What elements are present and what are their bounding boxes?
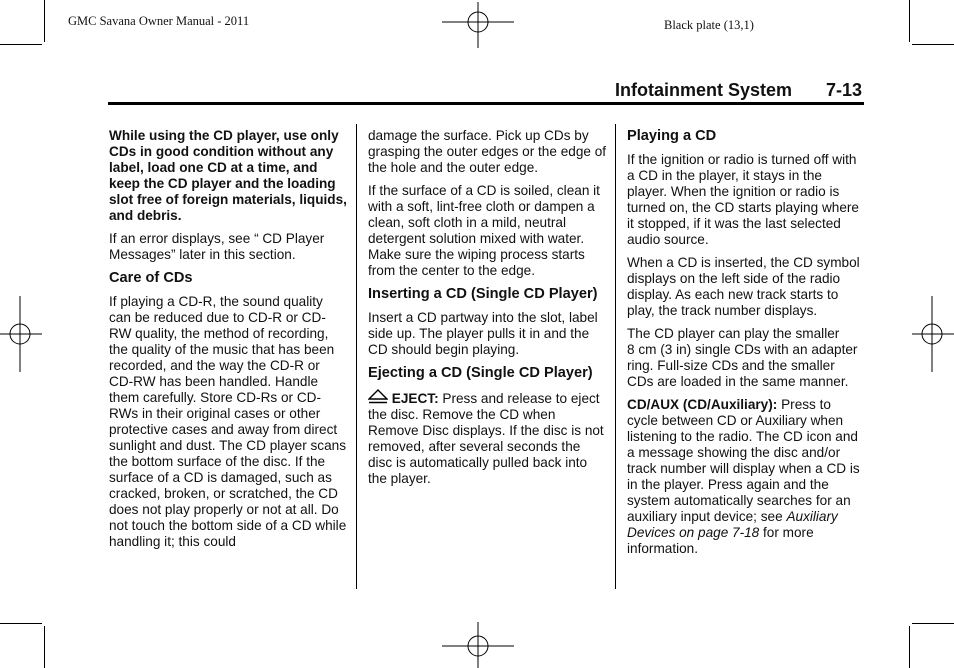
soiled-paragraph: If the surface of a CD is soiled, clean it with a soft, lint-free cloth or dampen a clean, soft cloth in a mild, neutral detergent solution mixed with water. Make sure the wiping process starts from the center to the edge. [368,183,600,278]
insert-paragraph: Insert a CD partway into the slot, label side up. The player pulls it in and the CD should begin playing. [368,310,598,357]
care-paragraph: If playing a CD-R, the sound quality can be reduced due to CD-R or CD-RW quality, the method of recording, the quality of the music that has been recorded, and the way the CD-R or CD-RW has been handled. Handle them carefully. Store CD-Rs or CD-RWs in their original cases or other protective cases and away from direct sunlight and dust. The CD player scans the bottom surface of the disc. If the surface of a CD is damaged, such as cracked, broken, or scratched, the CD does not play properly or not at all. Do not touch the bottom side of a CD while handling it; this could [109,294,347,549]
column-divider [356,124,357,589]
plate-label: Black plate (13,1) [664,18,754,32]
eject-icon [368,389,388,405]
care-heading: Care of CDs [109,270,193,286]
registration-mark-right [912,296,954,372]
column-divider [615,124,616,589]
continued-paragraph: damage the surface. Pick up CDs by grasping the outer edges or the edge of the hole and the outer edge. [368,128,607,175]
smaller-cd-paragraph: The CD player can play the smaller 8 cm (3 in) single CDs with an adapter ring. Full-size CDs and the smaller CDs are loaded in the same manner. [627,326,858,389]
eject-heading: Ejecting a CD (Single CD Player) [368,365,593,381]
ignition-paragraph: If the ignition or radio is turned off with a CD in the player, it stays in the player. When the ignition or radio is turned on, the CD starts playing where it stopped, if it was the last selected audio source. [627,152,859,247]
playing-heading: Playing a CD [627,128,717,144]
column-3 [627,128,863,564]
error-paragraph: If an error displays, see “ CD Player Messages” later in this section. [109,231,325,262]
registration-mark-bottom [442,622,514,668]
cdaux-tail: for more information. [627,525,814,556]
cdaux-text: Press to cycle between CD or Auxiliary when listening to the radio. The CD icon and a message showing the disc and/or track number will display when a CD is in the player. Press again and the system automatically searches for an auxiliary input device; see [627,397,860,524]
registration-mark-left [0,296,42,372]
eject-paragraph [368,389,608,487]
insert-heading: Inserting a CD (Single CD Player) [368,286,598,302]
header-rule [108,102,864,105]
cdaux-label: CD/AUX (CD/Auxiliary): [627,397,778,412]
eject-label: EJECT: [391,391,439,406]
manual-title: GMC Savana Owner Manual - 2011 [68,14,250,28]
section-title: Infotainment System [615,80,793,100]
column-2 [368,128,608,494]
eject-text: Press and release to eject the disc. Remove the CD when Remove Disc displays. If the disc is not removed, after several seconds the disc is automatically pulled back into the player. [368,391,604,486]
warning-text: While using the CD player, use only CDs in good condition without any label, load one CD at a time, and keep the CD player and the loading slot free of foreign materials, liquids, and debris. [109,128,347,223]
inserted-paragraph: When a CD is inserted, the CD symbol displays on the left side of the radio display. As each new track starts to play, the track number displays. [627,255,860,318]
page-number: 7-13 [826,80,863,100]
cross-reference-link[interactable]: Auxiliary Devices on page 7-18 [627,509,838,540]
registration-mark-top [442,2,514,48]
cdaux-paragraph [627,397,863,557]
column-1 [109,128,347,557]
